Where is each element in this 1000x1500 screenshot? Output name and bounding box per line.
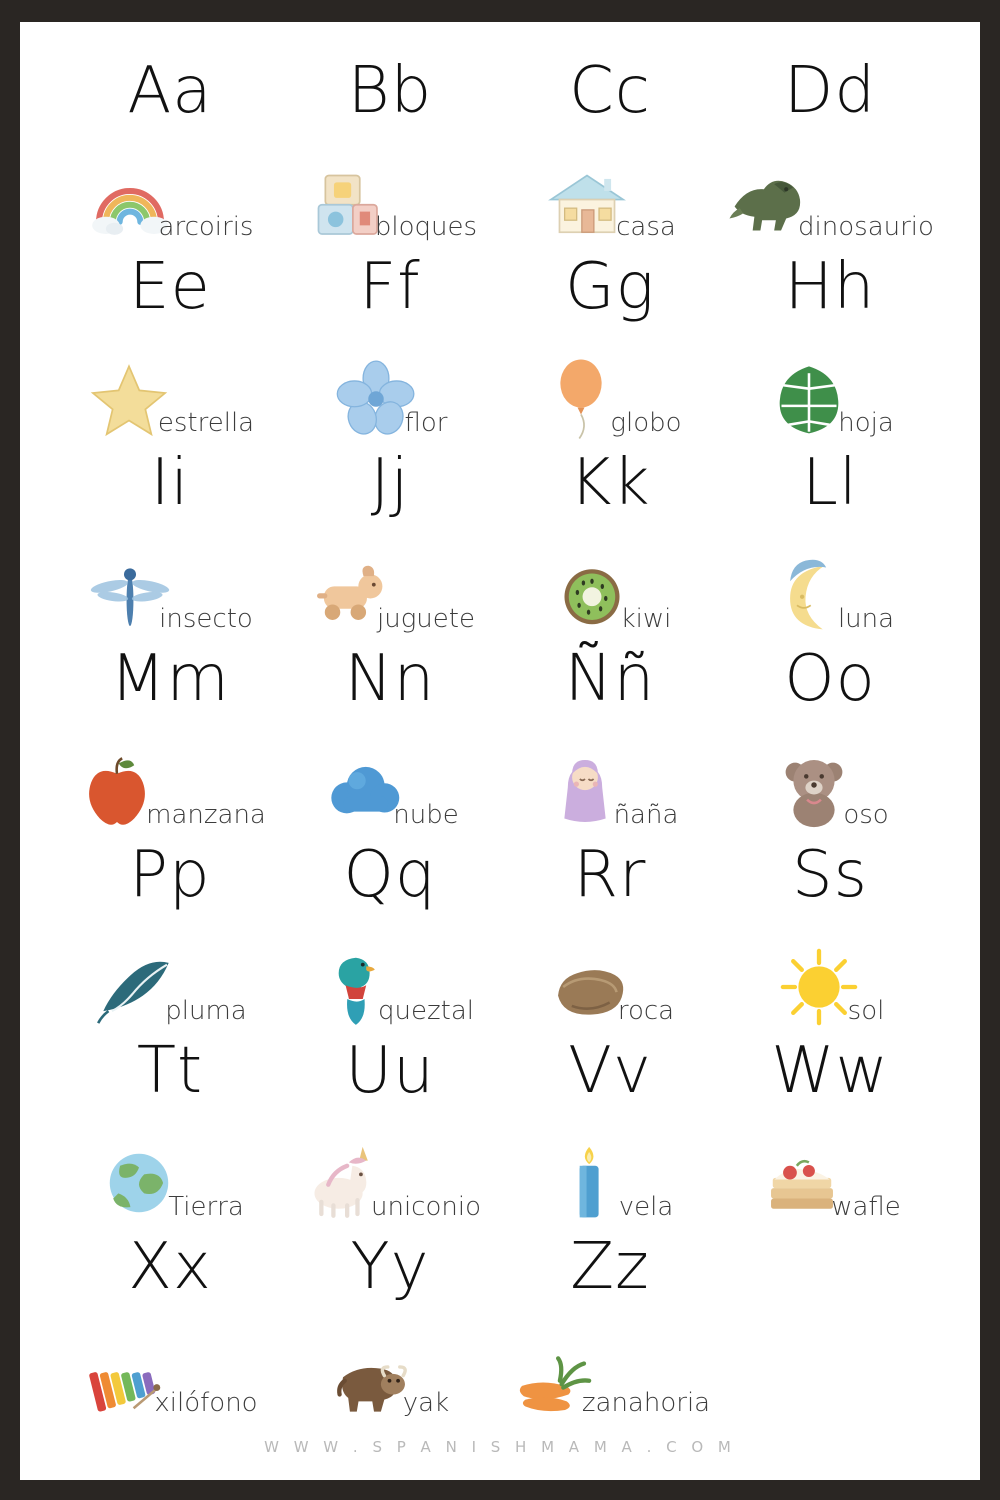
word-uniconio: uniconio: [371, 1192, 481, 1222]
alphabet-cell-f: [280, 248, 500, 444]
word-zanahoria: zanahoria: [581, 1388, 711, 1418]
alphabet-cell-g: [500, 248, 720, 444]
word-dinosaurio: dinosaurio: [798, 212, 934, 242]
letter-y: Yy: [350, 1230, 430, 1304]
alphabet-cell-j: [280, 444, 500, 640]
alphabet-cell-y: [280, 1228, 500, 1424]
word-line: [500, 160, 720, 242]
alphabet-row: [60, 1032, 940, 1228]
letter-c: Cc: [569, 54, 651, 128]
word-kiwi: kiwi: [620, 604, 672, 634]
letter-enye: Ññ: [564, 642, 656, 716]
letter-h: Hh: [784, 250, 876, 324]
word-wafle: wafle: [831, 1192, 901, 1222]
letter-i: Ii: [150, 446, 190, 520]
letter-j: Jj: [370, 446, 410, 520]
alphabet-cell-o: [720, 640, 940, 836]
alphabet-cell-m: [60, 640, 280, 836]
alphabet-row: [60, 444, 940, 640]
alphabet-row: [60, 52, 940, 248]
letter-e: Ee: [129, 250, 211, 324]
word-line: [280, 356, 500, 438]
alphabet-cell-p: [60, 836, 280, 1032]
word-line: [500, 748, 720, 830]
alphabet-cell-a: [60, 52, 280, 248]
word-line: [60, 944, 280, 1026]
word-line: [500, 356, 720, 438]
poster-sheet: [20, 22, 980, 1480]
letter-k: Kk: [569, 446, 651, 520]
alphabet-row: [60, 248, 940, 444]
word-line: [500, 1140, 720, 1222]
letter-m: Mm: [110, 642, 230, 716]
word-line: [60, 1336, 280, 1418]
word-line: [500, 944, 720, 1026]
word-line: [280, 1336, 500, 1418]
word-line: [500, 552, 720, 634]
alphabet-row: [60, 1228, 940, 1424]
word-nube: nube: [393, 800, 459, 830]
word-line: [720, 356, 940, 438]
word-yak: yak: [402, 1388, 450, 1418]
word-casa: casa: [616, 212, 676, 242]
letter-f: Ff: [359, 250, 421, 324]
alphabet-cell-n: [280, 640, 500, 836]
alphabet-cell-k: [500, 444, 720, 640]
word-manzana: manzana: [146, 800, 266, 830]
letter-b: Bb: [347, 54, 433, 128]
word-globo: globo: [610, 408, 682, 438]
alphabet-cell-w: [720, 1032, 940, 1228]
alphabet-grid: [60, 52, 940, 1424]
letter-v: Vv: [568, 1034, 652, 1108]
word-line: [60, 748, 280, 830]
alphabet-cell-i: [60, 444, 280, 640]
word-vela: vela: [618, 1192, 674, 1222]
word-line: [280, 160, 500, 242]
word-luna: luna: [837, 604, 895, 634]
letter-w: Ww: [771, 1034, 889, 1108]
alphabet-cell-b: [280, 52, 500, 248]
word-line: [280, 552, 500, 634]
alphabet-cell-c: [500, 52, 720, 248]
word-tierra: Tierra: [168, 1192, 244, 1222]
letter-q: Qq: [343, 838, 437, 912]
word-insecto: insecto: [159, 604, 253, 634]
word-bloques: bloques: [374, 212, 478, 242]
letter-u: Uu: [345, 1034, 435, 1108]
website-footer: W W W . S P A N I S H M A M A . C O M: [264, 1438, 736, 1456]
word-line: [60, 356, 280, 438]
word-line: [280, 748, 500, 830]
word-roca: roca: [617, 996, 675, 1026]
alphabet-cell-d: [720, 52, 940, 248]
letter-n: Nn: [344, 642, 436, 716]
word-juguete: juguete: [377, 604, 475, 634]
alphabet-cell-u: [280, 1032, 500, 1228]
word-queztal: queztal: [378, 996, 474, 1026]
word-line: [500, 1336, 720, 1418]
word-nana: ñaña: [613, 800, 679, 830]
word-line: [720, 160, 940, 242]
letter-s: Ss: [792, 838, 868, 912]
alphabet-row: [60, 640, 940, 836]
alphabet-cell-empty: [720, 1228, 940, 1424]
alphabet-cell-e: [60, 248, 280, 444]
letter-l: Ll: [802, 446, 858, 520]
word-line: [720, 552, 940, 634]
letter-x: Xx: [128, 1230, 212, 1304]
letter-d: Dd: [784, 54, 876, 128]
alphabet-cell-s: [720, 836, 940, 1032]
word-line: [60, 1140, 280, 1222]
word-xilofono: xilófono: [154, 1388, 258, 1418]
word-hoja: hoja: [838, 408, 894, 438]
letter-o: Oo: [784, 642, 876, 716]
word-estrella: estrella: [157, 408, 255, 438]
word-sol: sol: [847, 996, 885, 1026]
letter-r: Rr: [573, 838, 647, 912]
alphabet-cell-l: [720, 444, 940, 640]
letter-z: Zz: [570, 1230, 650, 1304]
letter-a: Aa: [127, 54, 213, 128]
word-line: [720, 1140, 940, 1222]
word-line: [720, 748, 940, 830]
alphabet-cell-r: [500, 836, 720, 1032]
alphabet-cell-v: [500, 1032, 720, 1228]
alphabet-cell-h: [720, 248, 940, 444]
word-pluma: pluma: [165, 996, 247, 1026]
word-line: [720, 944, 940, 1026]
letter-p: Pp: [129, 838, 211, 912]
word-line: [60, 160, 280, 242]
letter-g: Gg: [565, 250, 655, 324]
alphabet-cell-t: [60, 1032, 280, 1228]
alphabet-cell-x: [60, 1228, 280, 1424]
alphabet-cell-enye: [500, 640, 720, 836]
alphabet-cell-z: [500, 1228, 720, 1424]
word-flor: flor: [404, 408, 448, 438]
letter-t: Tt: [136, 1034, 204, 1108]
word-oso: oso: [843, 800, 889, 830]
alphabet-row: [60, 836, 940, 1032]
word-arcoiris: arcoiris: [158, 212, 254, 242]
word-line: [280, 1140, 500, 1222]
word-line: [60, 552, 280, 634]
word-line: [280, 944, 500, 1026]
alphabet-cell-q: [280, 836, 500, 1032]
